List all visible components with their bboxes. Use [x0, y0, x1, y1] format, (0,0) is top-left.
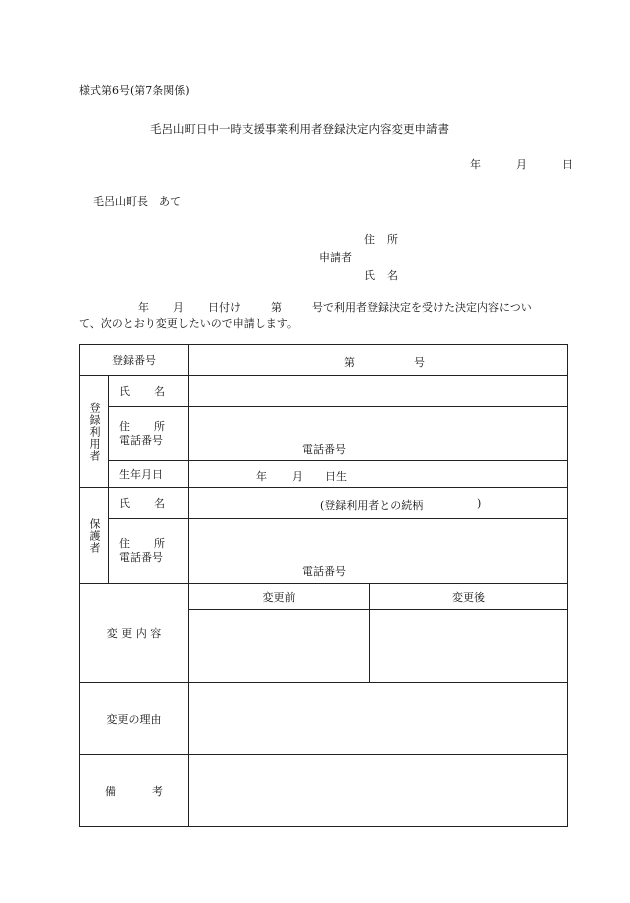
- date-line: [470, 156, 573, 172]
- date-year[interactable]: 年: [470, 158, 481, 171]
- body-line-2: て、次のとおり変更したいので申請します。: [79, 317, 298, 330]
- after-change-field[interactable]: [370, 610, 568, 683]
- applicant-label: 申請者: [319, 251, 352, 264]
- reg-number-field[interactable]: 第 号: [189, 345, 568, 376]
- user-group-label: 登録利用者: [80, 376, 109, 488]
- before-change-header: 変更前: [189, 584, 370, 610]
- remarks-field[interactable]: [189, 755, 568, 827]
- guardian-group-label: 保護者: [80, 488, 109, 584]
- after-change-header: 変更後: [370, 584, 568, 610]
- guardian-name-label: 氏 名: [109, 488, 189, 519]
- before-change-field[interactable]: [189, 610, 370, 683]
- remarks-label: 備 考: [80, 755, 189, 827]
- application-form-table: [79, 344, 568, 827]
- guardian-address-label: 住 所 電話番号: [109, 519, 189, 584]
- user-address-field[interactable]: [189, 407, 568, 461]
- applicant-name-label: 氏 名: [364, 269, 398, 282]
- document-title: 毛呂山町日中一時支援事業利用者登録決定内容変更申請書: [150, 122, 449, 136]
- user-phone-field: 電話番号: [302, 443, 346, 456]
- body-line-1: 年 月 日付け 第 号で利用者登録決定を受けた決定内容につい: [138, 301, 532, 314]
- guardian-name-field[interactable]: (登録利用者との続柄 ): [189, 488, 568, 519]
- user-name-field[interactable]: [189, 376, 568, 407]
- birthdate-field[interactable]: 年 月 日生: [189, 461, 568, 488]
- user-name-label: 氏 名: [109, 376, 189, 407]
- guardian-phone-field: 電話番号: [302, 565, 346, 578]
- change-reason-label: 変更の理由: [80, 683, 189, 755]
- date-month[interactable]: 月: [516, 158, 527, 171]
- form-number: 様式第6号(第7条関係): [79, 84, 190, 97]
- change-content-label: 変 更 内 容: [80, 584, 189, 683]
- reg-number-label: 登録番号: [80, 345, 189, 376]
- user-address-label: 住 所 電話番号: [109, 407, 189, 461]
- birthdate-label: 生年月日: [109, 461, 189, 488]
- addressee: 毛呂山町長 あて: [93, 195, 181, 208]
- change-reason-field[interactable]: [189, 683, 568, 755]
- applicant-address-label: 住 所: [364, 233, 398, 246]
- guardian-address-field[interactable]: [189, 519, 568, 584]
- date-day[interactable]: 日: [562, 158, 573, 171]
